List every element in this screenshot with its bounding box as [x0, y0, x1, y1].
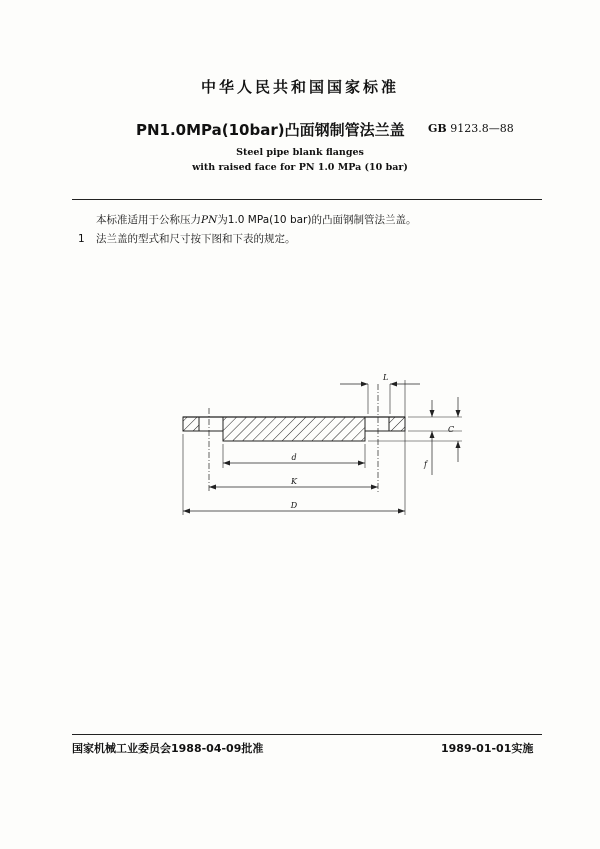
top-divider	[72, 199, 542, 200]
standard-code-prefix: GB	[428, 122, 447, 135]
standard-code-number: 9123.8—88	[450, 122, 514, 135]
clause-number: 1	[78, 233, 85, 245]
label-f: f	[424, 460, 427, 469]
document-title: PN1.0MPa(10bar)凸面钢制管法兰盖	[136, 121, 405, 139]
standard-header: 中华人民共和国国家标准	[200, 78, 399, 96]
label-D: D	[290, 501, 298, 510]
label-d: d	[291, 453, 297, 462]
clause-1	[78, 231, 296, 246]
flange-body	[183, 417, 405, 441]
scope-text-start: 本标准适用于公称压力	[96, 214, 201, 226]
approval-note: 国家机械工业委员会1988-04-09批准	[72, 742, 264, 755]
label-L: L	[383, 373, 389, 382]
implementation-date: 1989-01-01实施	[441, 742, 534, 755]
dimension-f	[430, 400, 435, 475]
clause-text: 法兰盖的型式和尺寸按下图和下表的规定。	[96, 233, 296, 245]
dimension-L	[340, 382, 420, 387]
standard-code	[428, 122, 514, 135]
scope-symbol: PN	[201, 214, 218, 226]
bottom-divider	[72, 734, 542, 735]
label-K: K	[291, 477, 297, 486]
scope-text-end: 为1.0 MPa(10 bar)的凸面钢制管法兰盖。	[217, 214, 417, 226]
extension-lines	[183, 380, 462, 515]
flange-drawing	[170, 370, 470, 520]
label-C: C	[448, 425, 455, 434]
english-title-line1: Steel pipe blank flanges	[236, 147, 364, 158]
scope-paragraph	[96, 212, 416, 227]
english-title-line2: with raised face for PN 1.0 MPa (10 bar)	[192, 162, 408, 173]
dimension-C	[456, 397, 461, 462]
